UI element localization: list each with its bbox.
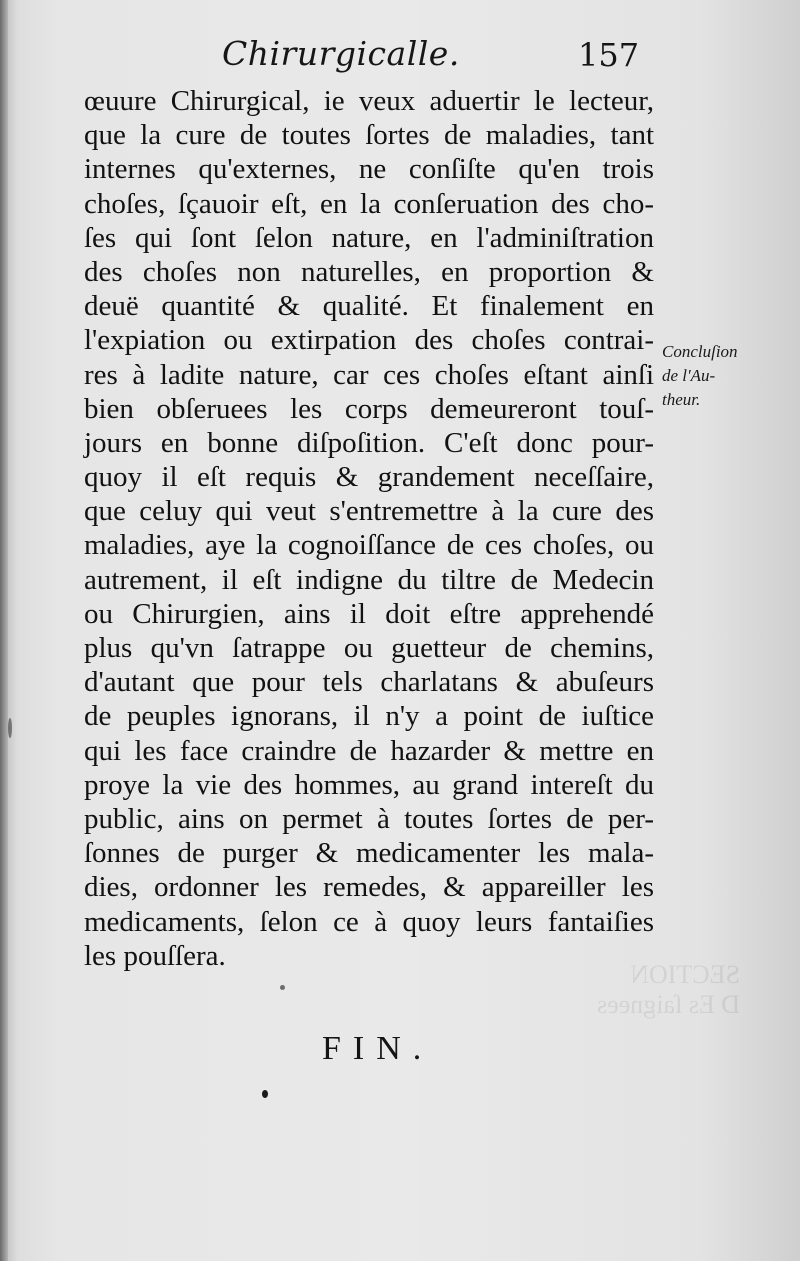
- text-line: maladies, aye la cognoiſſance de ces choſes, ou: [84, 529, 654, 562]
- margin-note-line: de l'Au-: [662, 366, 716, 385]
- text-line: ſes qui ſont ſelon nature, en l'adminiſtration: [84, 221, 654, 254]
- text-line: que la cure de toutes ſortes de maladies, tant: [84, 119, 654, 152]
- text-line: public, ains on permet à toutes ſortes de per-: [84, 802, 654, 835]
- text-line: ou Chirurgien, ains il doit eſtre apprehendé: [84, 597, 654, 630]
- text-line: que celuy qui veut s'entremettre à la cure des: [84, 495, 654, 528]
- text-line: proye la vie des hommes, au grand intereſt du: [84, 768, 654, 801]
- text-line: medicaments, ſelon ce à quoy leurs fantaiſies: [84, 905, 654, 938]
- text-line: œuure Chirurgical, ie veux aduertir le lecteur,: [84, 85, 654, 117]
- text-line: deuë quantité & qualité. Et finalement en: [84, 290, 654, 323]
- text-line: d'autant que pour tels charlatans & abuſeurs: [84, 666, 654, 699]
- ink-speck: [8, 718, 12, 738]
- text-line: jours en bonne diſpoſition. C'eſt donc pour-: [84, 426, 654, 459]
- body-text: [84, 84, 654, 973]
- text-line: plus qu'vn ſatrappe ou guetteur de chemins,: [84, 632, 654, 664]
- margin-note: [662, 340, 792, 412]
- page-header: [0, 34, 800, 84]
- page-number: 157: [578, 36, 640, 74]
- ink-speck: [280, 985, 285, 990]
- text-line: autrement, il eſt indigne du tiltre de Medecin: [84, 563, 654, 596]
- ink-speck: [262, 1090, 268, 1098]
- margin-note-line: Concluſion: [662, 342, 738, 361]
- text-line: internes qu'externes, ne conſiſte qu'en trois: [84, 153, 654, 186]
- text-line: quoy il eſt requis & grandement neceſſaire,: [84, 461, 654, 494]
- text-line: bien obſeruees les corps demeureront touſ-: [84, 392, 654, 425]
- running-title: Chirurgicalle.: [222, 34, 460, 73]
- text-line: choſes, ſçauoir eſt, en la conſeruation des cho-: [84, 187, 654, 220]
- text-line: qui les face craindre de hazarder & mettre en: [84, 734, 654, 767]
- text-line: des choſes non naturelles, en proportion &: [84, 255, 654, 288]
- margin-note-line: theur.: [662, 390, 701, 409]
- binding-gutter: [0, 0, 8, 1261]
- text-line: ſonnes de purger & medicamenter les mala-: [84, 837, 654, 870]
- text-line: res à ladite nature, car ces choſes eſtant ainſi: [84, 358, 654, 391]
- text-line-final: les pouſſera.: [84, 939, 226, 972]
- text-line: l'expiation ou extirpation des choſes contrai-: [84, 324, 654, 357]
- show-through-text: SECTION D Es ſaignees: [597, 960, 740, 1019]
- text-line: dies, ordonner les remedes, & appareiller les: [84, 871, 654, 904]
- text-line: de peuples ignorans, il n'y a point de iuſtice: [84, 700, 654, 733]
- closing-fin: FIN.: [322, 1030, 434, 1067]
